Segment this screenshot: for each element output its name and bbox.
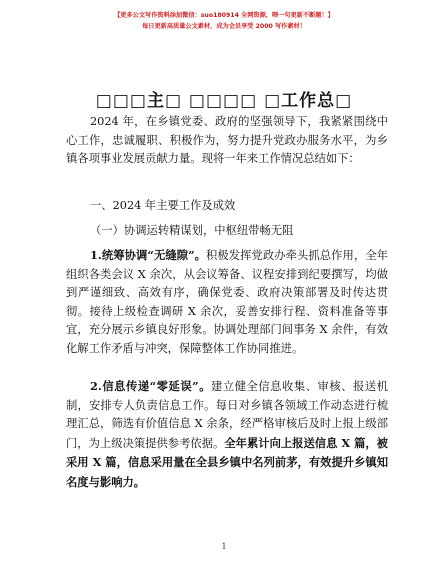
item-2-paragraph xyxy=(66,377,388,493)
item-2-bold-text: 全年累计向上报送信息 X 篇，被采用 X 篇，信息采用量在全县乡镇中名列前茅，有效提升乡镇知名度与影响力。 xyxy=(66,435,388,489)
item-1-text: 积极发挥党政办牵头抓总作用，全年组织各类会议 X 余次，从会议筹备、议程安排到纪要撰写，均做到严谨细致、高效有序，确保党委、政府决策部署及时传达贯彻。接待上级检查调研 X 余次，妥善安排行程、资料准备等事宜，充分展示乡镇良好形象。协调处理部门间事务 X 余件，有效化解工作矛盾与冲突，保障整体工作协同推进。 xyxy=(66,249,388,355)
intro-paragraph xyxy=(66,113,388,169)
item-2-text: 建立健全信息收集、审核、报送机制，安排专人负责信息工作。每日对乡镇各领域工作动态进行梳理汇总，筛选有价值信息 X 余条，经严格审核后及时上报上级部门，为上级决策提供参考依据。 xyxy=(66,380,388,450)
page-number: 1 xyxy=(221,542,227,551)
promo-banner-line-1: 【更多公文写作资料添加微信：suo180914 全网资源，喂一句更新不断题！】 xyxy=(114,12,334,19)
promo-banner xyxy=(0,10,448,32)
item-2-lead: 2.信息传递“零延误”。 xyxy=(90,379,212,393)
promo-banner-line-2: 每日更新高质量公文素材，成为会员享受 2000 写作素材！ xyxy=(142,23,306,30)
section-1-heading: 一、2024 年主要工作及成效 xyxy=(90,199,236,212)
item-1-paragraph xyxy=(66,246,388,359)
document-title: □□□主□ □□□□ □工作总□ xyxy=(95,91,353,111)
intro-text: 2024 年，在乡镇党委、政府的坚强领导下，我紧紧围绕中心工作，忠诚履职、积极作为，努力提升党政办服务水平，为乡镇各项事业发展贡献力量。现将一年来工作情况总结如下： xyxy=(66,115,388,166)
subsection-1-heading: （一）协调运转精谋划，中枢纽带畅无阻 xyxy=(90,224,294,237)
item-1-lead: 1.统筹协调“无缝隙”。 xyxy=(90,248,207,262)
